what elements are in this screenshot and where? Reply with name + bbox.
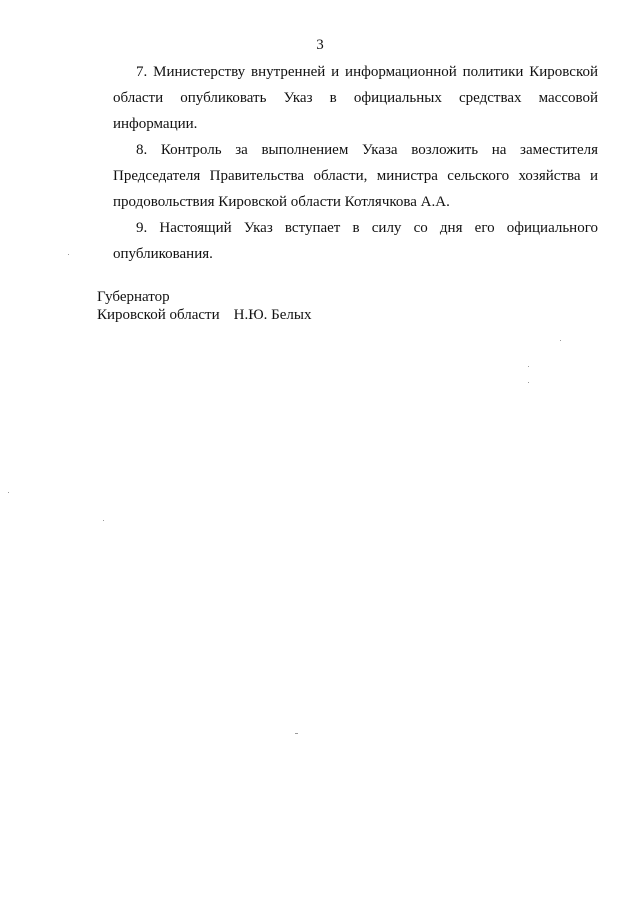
scan-speck [528,382,529,383]
signature-region: Кировской области [97,307,220,323]
scan-speck [528,366,529,367]
scan-speck [8,492,9,493]
signature-title: Губернатор [97,289,170,305]
scan-speck [560,340,561,341]
decree-body [113,59,598,267]
scan-speck [295,733,298,734]
page-number: 3 [316,37,324,53]
paragraph-7: 7. Министерству внутренней и информационной политики Кировской области опубликовать Указ в официальных средствах массовой информации. [113,64,598,132]
signature-name: Н.Ю. Белых [233,307,312,323]
signature-block [97,288,311,324]
paragraph-9: 9. Настоящий Указ вступает в силу со дня его официального опубликования. [113,220,598,262]
signature-line [97,306,311,324]
scan-speck [103,520,104,521]
paragraph-8: 8. Контроль за выполнением Указа возложить на заместителя Председателя Правительства области, министра сельского хозяйства и продовольствия Кировской области Котлячкова А.А. [113,142,598,210]
scan-speck [68,254,69,255]
